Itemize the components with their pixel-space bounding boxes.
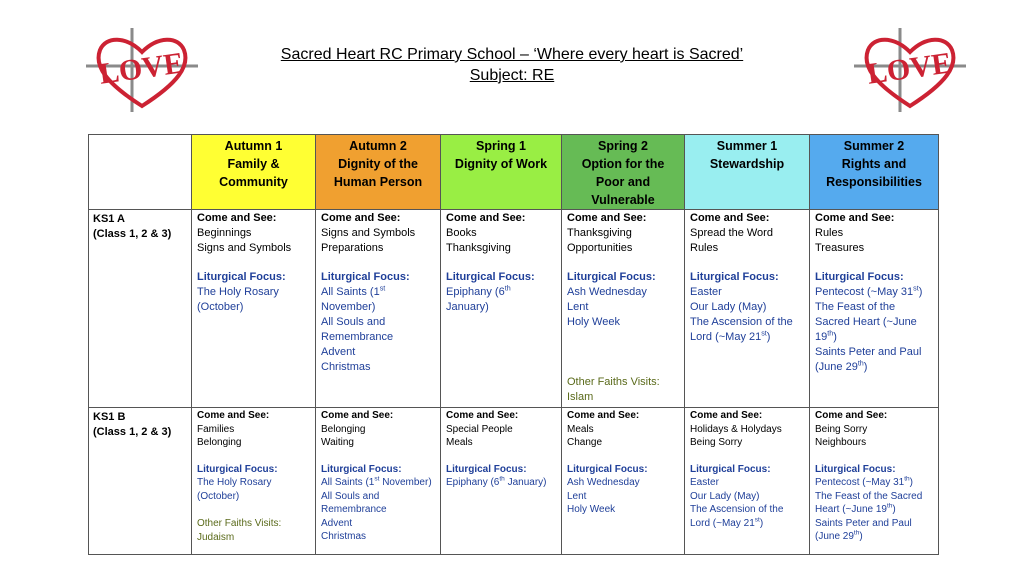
come-and-see-item: Belonging — [197, 437, 242, 448]
term-header-line: Stewardship — [709, 157, 785, 171]
liturgical-focus-item: The Holy Rosary — [197, 477, 272, 488]
liturgical-focus-heading: Liturgical Focus: — [197, 271, 286, 283]
liturgical-focus-item: Remembrance — [321, 331, 394, 343]
other-faiths-heading: Other Faiths Visits: — [197, 518, 282, 529]
liturgical-focus-item: (October) — [197, 301, 244, 313]
liturgical-focus-item: Lord (~May 21st) — [690, 516, 764, 529]
come-and-see-item: Special People — [446, 423, 513, 435]
document-header — [0, 44, 1024, 86]
liturgical-focus-heading: Liturgical Focus: — [815, 463, 896, 475]
table-cell — [192, 408, 316, 555]
term-header-line: Family & — [227, 157, 280, 171]
come-and-see-item: Being Sorry — [815, 423, 868, 435]
come-and-see-item: Waiting — [321, 437, 354, 448]
come-and-see-heading: Come and See: — [446, 212, 526, 224]
term-header-line: Vulnerable — [591, 193, 655, 207]
liturgical-focus-heading: Liturgical Focus: — [690, 463, 771, 475]
row-label-line: KS1 B — [93, 411, 126, 423]
liturgical-focus-item: Easter — [690, 286, 722, 298]
come-and-see-item: Families — [197, 423, 235, 435]
come-and-see-heading: Come and See: — [321, 212, 401, 224]
page-title: Sacred Heart RC Primary School – ‘Where every heart is Sacred’ — [280, 46, 744, 63]
liturgical-focus-heading: Liturgical Focus: — [197, 463, 278, 475]
term-header-autumn-1 — [192, 135, 316, 210]
table-cell — [441, 408, 562, 555]
come-and-see-heading: Come and See: — [567, 410, 640, 421]
table-cell — [316, 408, 441, 555]
come-and-see-item: Signs and Symbols — [321, 227, 416, 239]
come-and-see-item: Belonging — [321, 423, 366, 435]
table-body — [89, 210, 939, 555]
liturgical-focus-heading: Liturgical Focus: — [446, 271, 535, 283]
come-and-see-item: Neighbours — [815, 437, 867, 448]
term-header-line: Community — [219, 175, 288, 189]
term-header-line: Autumn 1 — [224, 139, 283, 153]
term-header-autumn-2 — [316, 135, 441, 210]
liturgical-focus-heading: Liturgical Focus: — [815, 271, 904, 283]
other-faiths-item: Islam — [567, 391, 594, 403]
liturgical-focus-heading: Liturgical Focus: — [321, 271, 410, 283]
liturgical-focus-item: Heart (~June 19th) — [815, 502, 896, 515]
come-and-see-item: Preparations — [321, 242, 384, 254]
term-header-line: Poor and — [595, 175, 651, 189]
liturgical-focus-item: November) — [321, 301, 376, 313]
term-header-line: Option for the — [581, 157, 665, 171]
liturgical-focus-item: Ash Wednesday — [567, 477, 640, 488]
row-label-line: (Class 1, 2 & 3) — [93, 426, 172, 438]
liturgical-focus-item: Christmas — [321, 361, 371, 373]
term-header-line: Rights and — [841, 157, 907, 171]
subject-title: Subject: RE — [469, 67, 555, 84]
liturgical-focus-heading: Liturgical Focus: — [567, 271, 656, 283]
term-header-line: Spring 2 — [597, 139, 648, 153]
come-and-see-item: Signs and Symbols — [197, 242, 292, 254]
liturgical-focus-item: Holy Week — [567, 504, 616, 515]
come-and-see-heading: Come and See: — [567, 212, 647, 224]
liturgical-focus-item: 19th) — [815, 329, 837, 343]
term-header-line: Responsibilities — [826, 175, 922, 189]
liturgical-focus-item: Advent — [321, 346, 356, 358]
term-header-summer-1 — [685, 135, 810, 210]
liturgical-focus-item: The Ascension of the — [690, 316, 793, 328]
table-cell — [562, 210, 685, 408]
come-and-see-item: Meals — [446, 437, 473, 448]
logo-text: LOVE — [96, 46, 186, 91]
table-cell — [685, 210, 810, 408]
row-label — [89, 210, 192, 408]
liturgical-focus-item: (June 29th) — [815, 359, 868, 373]
row-label — [89, 408, 192, 555]
liturgical-focus-item: (June 29th) — [815, 529, 863, 542]
term-header-line: Summer 2 — [843, 139, 905, 153]
come-and-see-item: Opportunities — [567, 242, 633, 254]
term-header-line: Dignity of Work — [454, 157, 548, 171]
term-header-spring-2 — [562, 135, 685, 210]
liturgical-focus-item: Lent — [567, 490, 587, 502]
come-and-see-heading: Come and See: — [197, 410, 270, 421]
logo-text: LOVE — [864, 46, 954, 91]
row-label-line: (Class 1, 2 & 3) — [93, 228, 172, 240]
table-row — [89, 408, 939, 555]
come-and-see-heading: Come and See: — [321, 410, 394, 421]
term-header-line: Autumn 2 — [349, 139, 407, 153]
liturgical-focus-item: Epiphany (6th — [446, 284, 511, 298]
come-and-see-heading: Come and See: — [690, 212, 770, 224]
table-cell — [316, 210, 441, 408]
table-cell — [685, 408, 810, 555]
come-and-see-item: Spread the Word — [690, 227, 773, 239]
liturgical-focus-item: Saints Peter and Paul — [815, 517, 912, 529]
liturgical-focus-item: Pentecost (~May 31th) — [815, 475, 913, 488]
table-cell — [810, 408, 939, 555]
come-and-see-item: Thanksgiving — [567, 227, 632, 239]
liturgical-focus-item: Holy Week — [567, 316, 620, 328]
term-header-summer-2 — [810, 135, 939, 210]
term-header-line: Dignity of the — [338, 157, 418, 171]
liturgical-focus-item: Easter — [690, 477, 719, 488]
liturgical-focus-heading: Liturgical Focus: — [446, 463, 527, 475]
term-header-spring-1 — [441, 135, 562, 210]
come-and-see-item: Rules — [815, 227, 844, 239]
liturgical-focus-item: Pentecost (~May 31st) — [815, 284, 923, 298]
liturgical-focus-item: January) — [446, 301, 489, 313]
row-label-line: KS1 A — [93, 213, 125, 225]
table-cell — [192, 210, 316, 408]
term-header-line: Spring 1 — [475, 139, 526, 153]
come-and-see-heading: Come and See: — [815, 212, 895, 224]
come-and-see-item: Rules — [690, 242, 719, 254]
other-faiths-item: Judaism — [197, 531, 235, 543]
liturgical-focus-heading: Liturgical Focus: — [567, 463, 648, 475]
term-header-line: Human Person — [333, 175, 423, 189]
liturgical-focus-item: The Feast of the Sacred — [815, 490, 923, 502]
table-cell — [810, 210, 939, 408]
come-and-see-heading: Come and See: — [446, 410, 519, 421]
come-and-see-heading: Come and See: — [815, 410, 888, 421]
liturgical-focus-item: Remembrance — [321, 504, 387, 515]
come-and-see-item: Treasures — [815, 242, 865, 254]
come-and-see-item: Change — [567, 437, 603, 448]
liturgical-focus-item: Christmas — [321, 531, 367, 542]
liturgical-focus-heading: Liturgical Focus: — [321, 463, 402, 475]
liturgical-focus-item: The Feast of the — [815, 301, 896, 313]
term-header-row — [89, 135, 939, 210]
other-faiths-heading: Other Faiths Visits: — [567, 376, 660, 388]
come-and-see-item: Beginnings — [197, 227, 252, 239]
come-and-see-item: Books — [446, 227, 477, 239]
table-row — [89, 210, 939, 408]
liturgical-focus-item: Our Lady (May) — [690, 301, 767, 313]
liturgical-focus-item: Ash Wednesday — [567, 286, 647, 298]
liturgical-focus-item: Lent — [567, 301, 589, 313]
liturgical-focus-item: All Souls and — [321, 316, 386, 328]
come-and-see-item: Thanksgiving — [446, 242, 511, 254]
come-and-see-item: Holidays & Holydays — [690, 423, 782, 435]
come-and-see-heading: Come and See: — [690, 410, 763, 421]
corner-cell — [89, 135, 192, 210]
liturgical-focus-item: Lord (~May 21st) — [690, 329, 771, 343]
table-cell — [441, 210, 562, 408]
liturgical-focus-item: The Holy Rosary — [197, 286, 279, 298]
liturgical-focus-item: All Saints (1st — [321, 284, 386, 298]
re-curriculum-table — [88, 134, 939, 555]
liturgical-focus-item: The Ascension of the — [690, 504, 784, 515]
come-and-see-item: Meals — [567, 423, 594, 435]
come-and-see-heading: Come and See: — [197, 212, 277, 224]
term-header-line: Summer 1 — [716, 139, 778, 153]
liturgical-focus-item: All Souls and — [321, 490, 380, 502]
liturgical-focus-item: Epiphany (6th January) — [446, 475, 547, 488]
liturgical-focus-item: All Saints (1st November) — [321, 475, 432, 488]
liturgical-focus-item: Saints Peter and Paul — [815, 346, 922, 358]
liturgical-focus-item: Advent — [321, 517, 353, 529]
come-and-see-item: Being Sorry — [690, 437, 743, 448]
table-cell — [562, 408, 685, 555]
liturgical-focus-item: Sacred Heart (~June — [815, 316, 917, 328]
liturgical-focus-item: Our Lady (May) — [690, 490, 760, 502]
liturgical-focus-heading: Liturgical Focus: — [690, 271, 779, 283]
liturgical-focus-item: (October) — [197, 490, 240, 502]
